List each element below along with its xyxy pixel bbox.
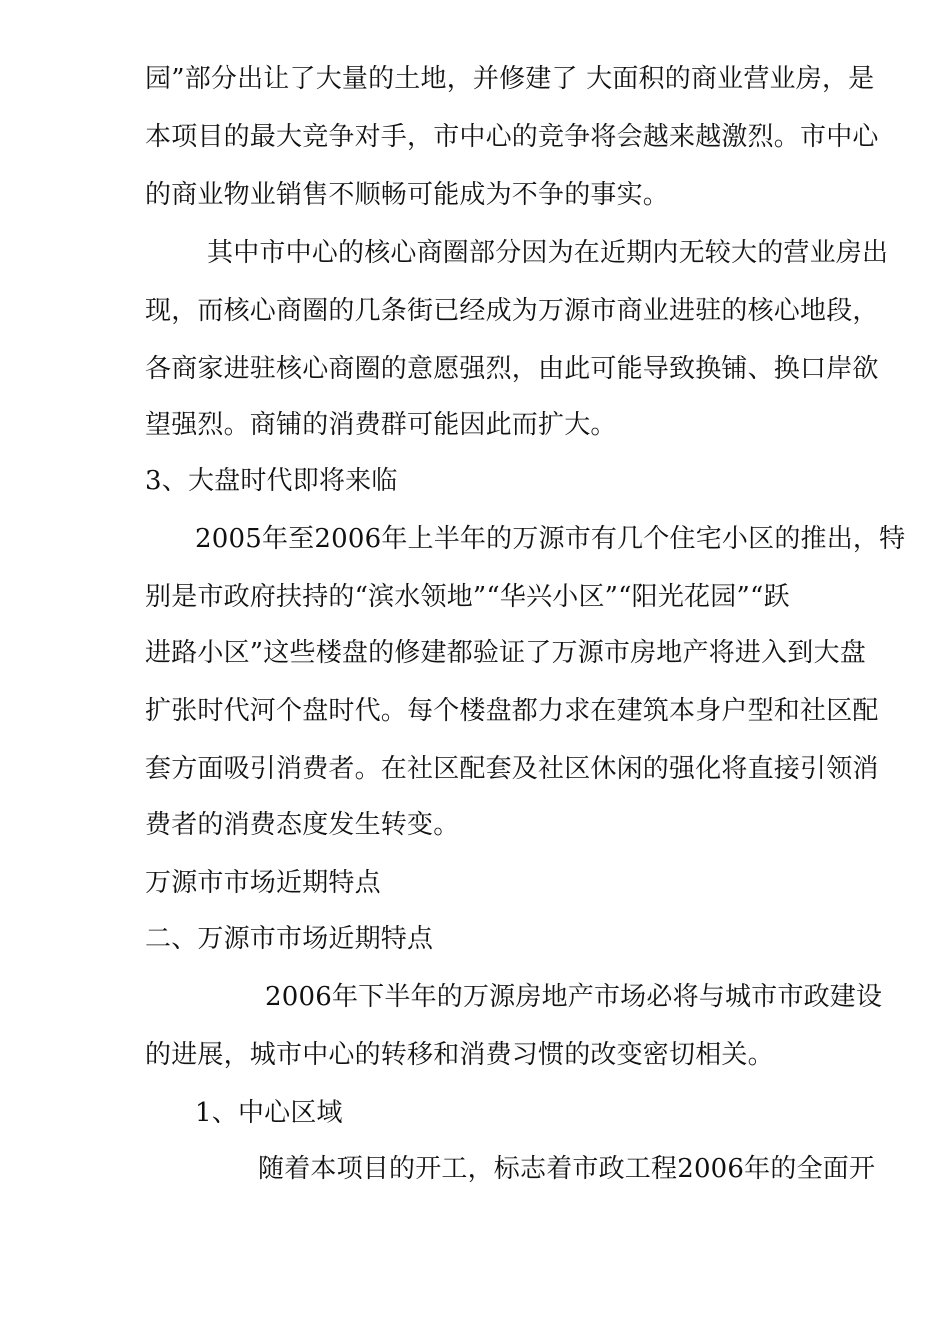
- paragraph-line: 的商业物业销售不顺畅可能成为不争的事实。: [145, 180, 670, 210]
- paragraph-line: 各商家进驻核心商圈的意愿强烈，由此可能导致换铺、换口岸欲: [145, 354, 879, 384]
- paragraph-line: 别是市政府扶持的“滨水领地”“华兴小区”“阳光花园”“跃: [145, 582, 790, 612]
- paragraph-line: 2005年至2006年上半年的万源市有几个住宅小区的推出，特: [195, 524, 906, 554]
- paragraph-line: 现，而核心商圈的几条街已经成为万源市商业进驻的核心地段，: [145, 296, 879, 326]
- section-heading: 3、大盘时代即将来临: [145, 466, 398, 496]
- section-heading: 万源市市场近期特点: [145, 868, 381, 898]
- paragraph-line: 进路小区”这些楼盘的修建都验证了万源市房地产将进入到大盘: [145, 638, 866, 668]
- section-heading: 1、中心区域: [195, 1098, 343, 1128]
- paragraph-line: 望强烈。商铺的消费群可能因此而扩大。: [145, 410, 617, 440]
- paragraph-line: 本项目的最大竞争对手，市中心的竞争将会越来越激烈。市中心: [145, 122, 879, 152]
- paragraph-line: 的进展，城市中心的转移和消费习惯的改变密切相关。: [145, 1040, 774, 1070]
- paragraph-line: 园”部分出让了大量的土地，并修建了 大面积的商业营业房，是: [145, 64, 875, 94]
- section-heading: 二、万源市市场近期特点: [145, 924, 434, 954]
- paragraph-line: 扩张时代河个盘时代。每个楼盘都力求在建筑本身户型和社区配: [145, 696, 879, 726]
- paragraph-line: 2006年下半年的万源房地产市场必将与城市市政建设: [265, 982, 883, 1012]
- paragraph-line: 随着本项目的开工，标志着市政工程2006年的全面开: [258, 1154, 876, 1184]
- paragraph-line: 其中市中心的核心商圈部分因为在近期内无较大的营业房出: [207, 238, 889, 268]
- paragraph-line: 费者的消费态度发生转变。: [145, 810, 460, 840]
- paragraph-line: 套方面吸引消费者。在社区配套及社区休闲的强化将直接引领消: [145, 754, 879, 784]
